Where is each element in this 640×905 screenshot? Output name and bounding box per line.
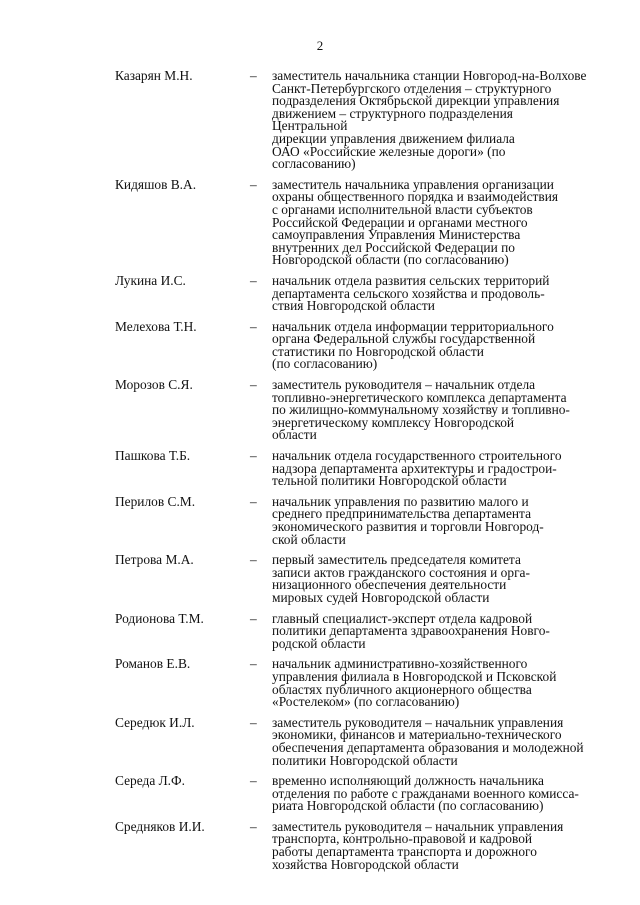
member-name: Перилов С.М. [115, 493, 196, 509]
dash-separator: – [250, 176, 257, 192]
member-entry [0, 318, 640, 372]
dash-separator: – [250, 493, 257, 509]
member-entry [0, 658, 640, 708]
member-position: заместитель руководителя – начальник отдела топливно-энергетического комплекса департамента по жилищно-коммунальному хозяйству и топливно- энергетическому комплексу Новгородской области [272, 377, 570, 443]
member-position: начальник управления по развитию малого и среднего предпринимательства департамента экономического развития и торговли Новгород- ской области [272, 493, 544, 547]
member-position: начальник отдела информации территориального органа Федеральной службы государственной статистики по Новгородской области (по согласованию) [272, 318, 554, 372]
member-name: Морозов С.Я. [115, 377, 193, 393]
dash-separator: – [250, 656, 257, 672]
member-position: заместитель руководителя – начальник управления экономики, финансов и материально-технического обеспечения департамента образования и молодежной политики Новгородской области [272, 714, 584, 768]
member-position: начальник отдела государственного строительного надзора департамента архитектуры и градострои- тельной политики Новгородской области [272, 448, 562, 489]
member-name: Казарян М.Н. [115, 68, 193, 83]
member-position: заместитель начальника станции Новгород-на-Волхове Санкт-Петербургского отделения – структурного подразделения Октябрьской дирекции управления движением – структурного подразделения Центральной дирекции управления движением филиала ОАО «Российские железные дороги» (по согласованию) [272, 68, 587, 172]
dash-separator: – [250, 714, 257, 730]
member-entry [0, 70, 640, 171]
member-position: главный специалист-эксперт отдела кадровой политики департамента здравоохранения Новго- родской области [272, 610, 550, 651]
member-name: Средняков И.И. [115, 818, 205, 834]
member-position: временно исполняющий должность начальника отделения по работе с гражданами военного комисса- риата Новгородской области (по согласованию) [272, 773, 579, 814]
member-entry [0, 450, 640, 488]
member-name: Петрова М.А. [115, 552, 194, 568]
dash-separator: – [250, 448, 257, 464]
dash-separator: – [250, 552, 257, 568]
member-entry [0, 272, 640, 314]
member-entry [0, 714, 640, 768]
member-list [0, 70, 640, 871]
member-position: заместитель руководителя – начальник управления транспорта, контрольно-правовой и кадровой работы департамента транспорта и дорожного хозяйства Новгородской области [272, 818, 564, 872]
member-name: Лукина И.С. [115, 272, 186, 288]
member-position: начальник административно-хозяйственного управления филиала в Новгородской и Псковской областях публичного акционерного общества «Ростелеком» (по согласованию) [272, 656, 557, 710]
member-entry [0, 554, 640, 604]
dash-separator: – [250, 610, 257, 626]
member-position: начальник отдела развития сельских территорий департамента сельского хозяйства и продоволь- ствия Новгородской области [272, 272, 550, 314]
dash-separator: – [250, 68, 257, 83]
member-name: Середа Л.Ф. [115, 773, 185, 789]
member-name: Родионова Т.М. [115, 610, 204, 626]
member-position: заместитель начальника управления организации охраны общественного порядка и взаимодействия с органами исполнительной власти субъектов Российской Федерации и органами местного самоуправления Управления Министерства внутренних дел Российской Федерации по Новгородской области (по согласованию) [272, 176, 559, 268]
member-entry [0, 818, 640, 872]
dash-separator: – [250, 377, 257, 393]
dash-separator: – [250, 318, 257, 334]
member-entry [0, 775, 640, 813]
member-name: Середюк И.Л. [115, 714, 195, 730]
dash-separator: – [250, 272, 257, 288]
member-entry [0, 610, 640, 651]
page-number: 2 [316, 38, 324, 53]
member-position: первый заместитель председателя комитета записи актов гражданского состояния и орга- низационного обеспечения деятельности мировых судей Новгородской области [272, 552, 530, 605]
member-name: Кидяшов В.А. [115, 176, 197, 192]
member-entry [0, 379, 640, 442]
member-entry [0, 176, 640, 268]
member-name: Пашкова Т.Б. [115, 448, 191, 464]
dash-separator: – [250, 773, 257, 789]
member-name: Мелехова Т.Н. [115, 318, 197, 334]
member-entry [0, 493, 640, 547]
member-name: Романов Е.В. [115, 656, 191, 672]
dash-separator: – [250, 818, 257, 834]
